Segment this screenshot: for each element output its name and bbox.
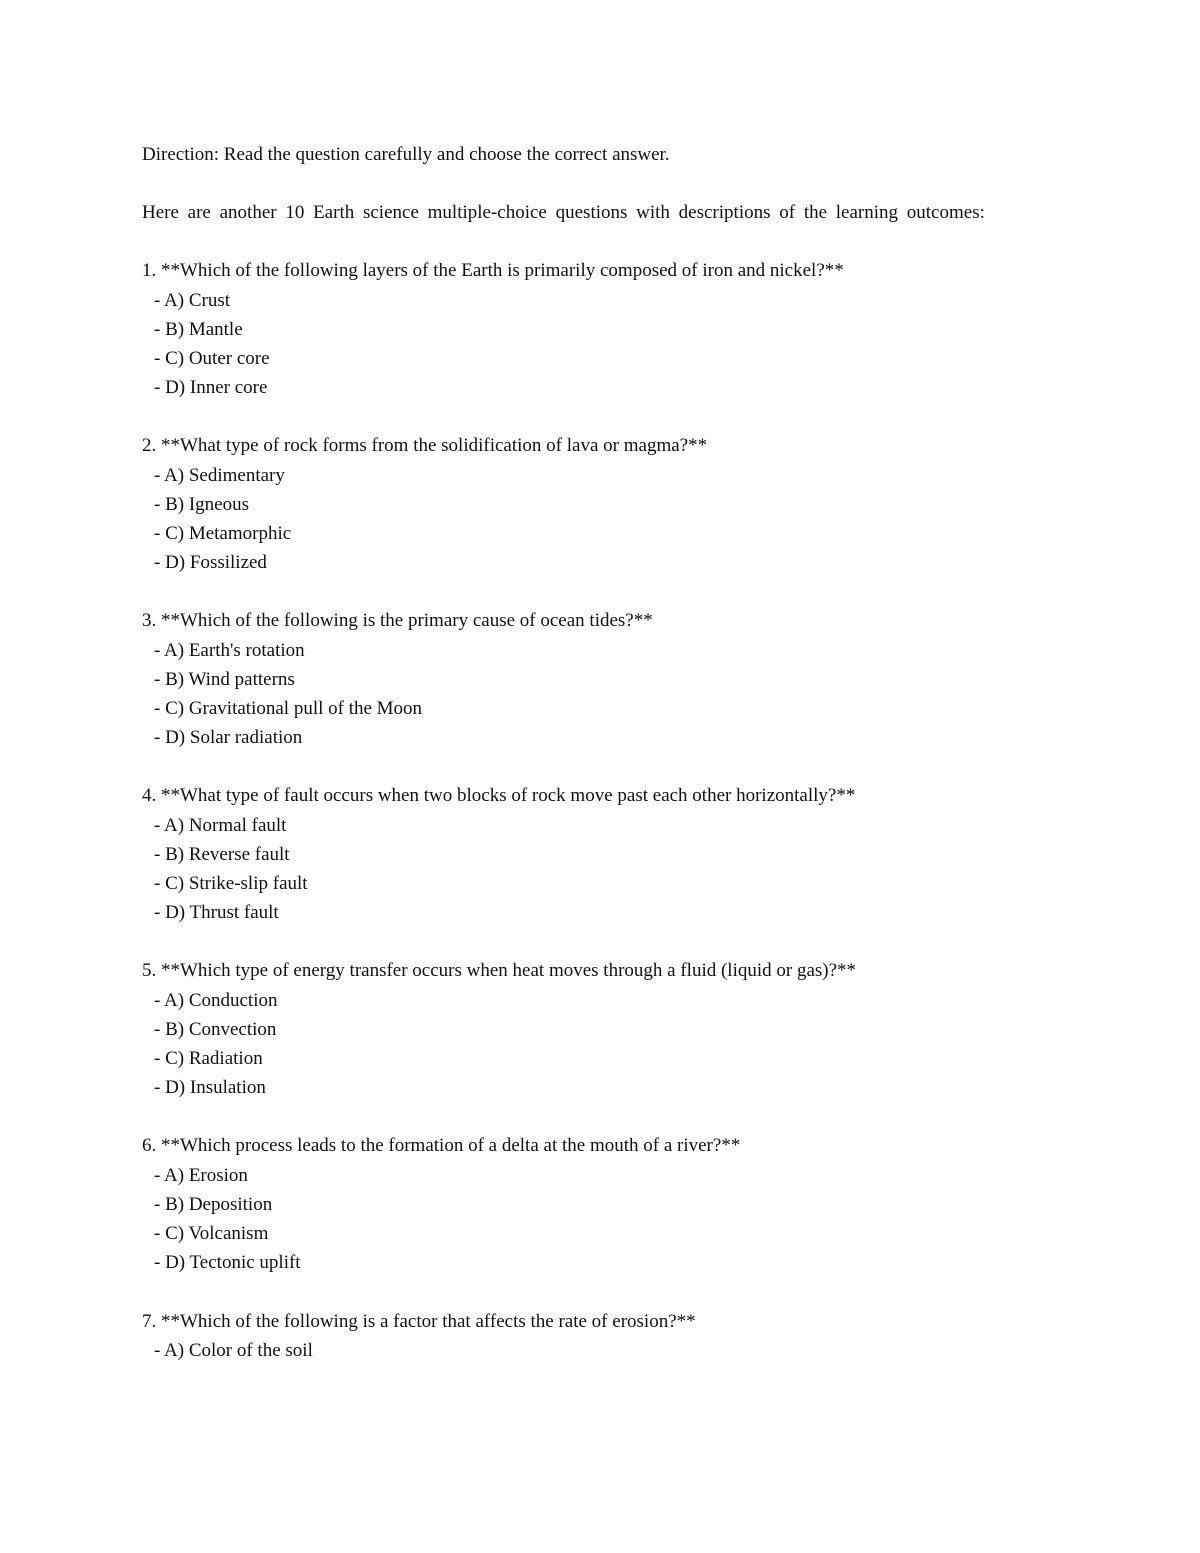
option-b: - B) Convection <box>154 1018 277 1040</box>
option-c: - C) Strike-slip fault <box>154 873 308 895</box>
option-c: - C) Gravitational pull of the Moon <box>154 698 423 720</box>
question-text: 5. **Which type of energy transfer occurs when heat moves through a fluid (liquid or gas)?** <box>142 960 857 982</box>
option-a: - A) Color of the soil <box>154 1339 313 1361</box>
option-list <box>142 1336 1059 1365</box>
option-b: - B) Wind patterns <box>154 668 295 690</box>
question-1 <box>142 256 1059 402</box>
option-b: - B) Deposition <box>154 1193 273 1215</box>
direction-text: Direction: Read the question carefully and choose the correct answer. <box>142 144 670 165</box>
question-7 <box>142 1307 1059 1365</box>
document-page <box>142 140 1059 1394</box>
option-d: - D) Fossilized <box>154 552 267 574</box>
option-c: - C) Volcanism <box>154 1223 269 1245</box>
option-d: - D) Thrust fault <box>154 902 279 924</box>
option-c: - C) Radiation <box>154 1048 263 1070</box>
question-text: 2. **What type of rock forms from the solidification of lava or magma?** <box>142 435 708 457</box>
option-a: - A) Conduction <box>154 989 278 1011</box>
option-list <box>142 986 1059 1103</box>
option-a: - A) Normal fault <box>154 814 287 836</box>
option-list <box>142 636 1059 753</box>
option-a: - A) Sedimentary <box>154 464 285 486</box>
option-a: - A) Earth's rotation <box>154 639 305 661</box>
question-text: 6. **Which process leads to the formation of a delta at the mouth of a river?** <box>142 1135 741 1157</box>
question-6 <box>142 1131 1059 1277</box>
option-a: - A) Erosion <box>154 1164 248 1186</box>
option-d: - D) Tectonic uplift <box>154 1252 301 1274</box>
question-4 <box>142 781 1059 927</box>
question-5 <box>142 956 1059 1102</box>
option-c: - C) Outer core <box>154 348 270 370</box>
option-list <box>142 1161 1059 1278</box>
option-d: - D) Solar radiation <box>154 727 303 749</box>
question-text: 4. **What type of fault occurs when two blocks of rock move past each other horizontally?** <box>142 785 856 807</box>
question-text: 1. **Which of the following layers of the Earth is primarily composed of iron and nickel?** <box>142 260 844 282</box>
option-b: - B) Mantle <box>154 318 243 340</box>
question-2 <box>142 431 1059 577</box>
option-b: - B) Reverse fault <box>154 843 290 865</box>
intro-text: Here are another 10 Earth science multiple-choice questions with descriptions of the learning outcomes: <box>142 202 985 224</box>
option-d: - D) Inner core <box>154 377 268 399</box>
option-a: - A) Crust <box>154 289 230 311</box>
question-text: 3. **Which of the following is the primary cause of ocean tides?** <box>142 610 653 632</box>
option-d: - D) Insulation <box>154 1077 266 1099</box>
option-c: - C) Metamorphic <box>154 523 292 545</box>
option-list <box>142 286 1059 403</box>
option-list <box>142 811 1059 928</box>
option-b: - B) Igneous <box>154 493 249 515</box>
option-list <box>142 461 1059 578</box>
question-text: 7. **Which of the following is a factor that affects the rate of erosion?** <box>142 1310 696 1332</box>
question-3 <box>142 606 1059 752</box>
